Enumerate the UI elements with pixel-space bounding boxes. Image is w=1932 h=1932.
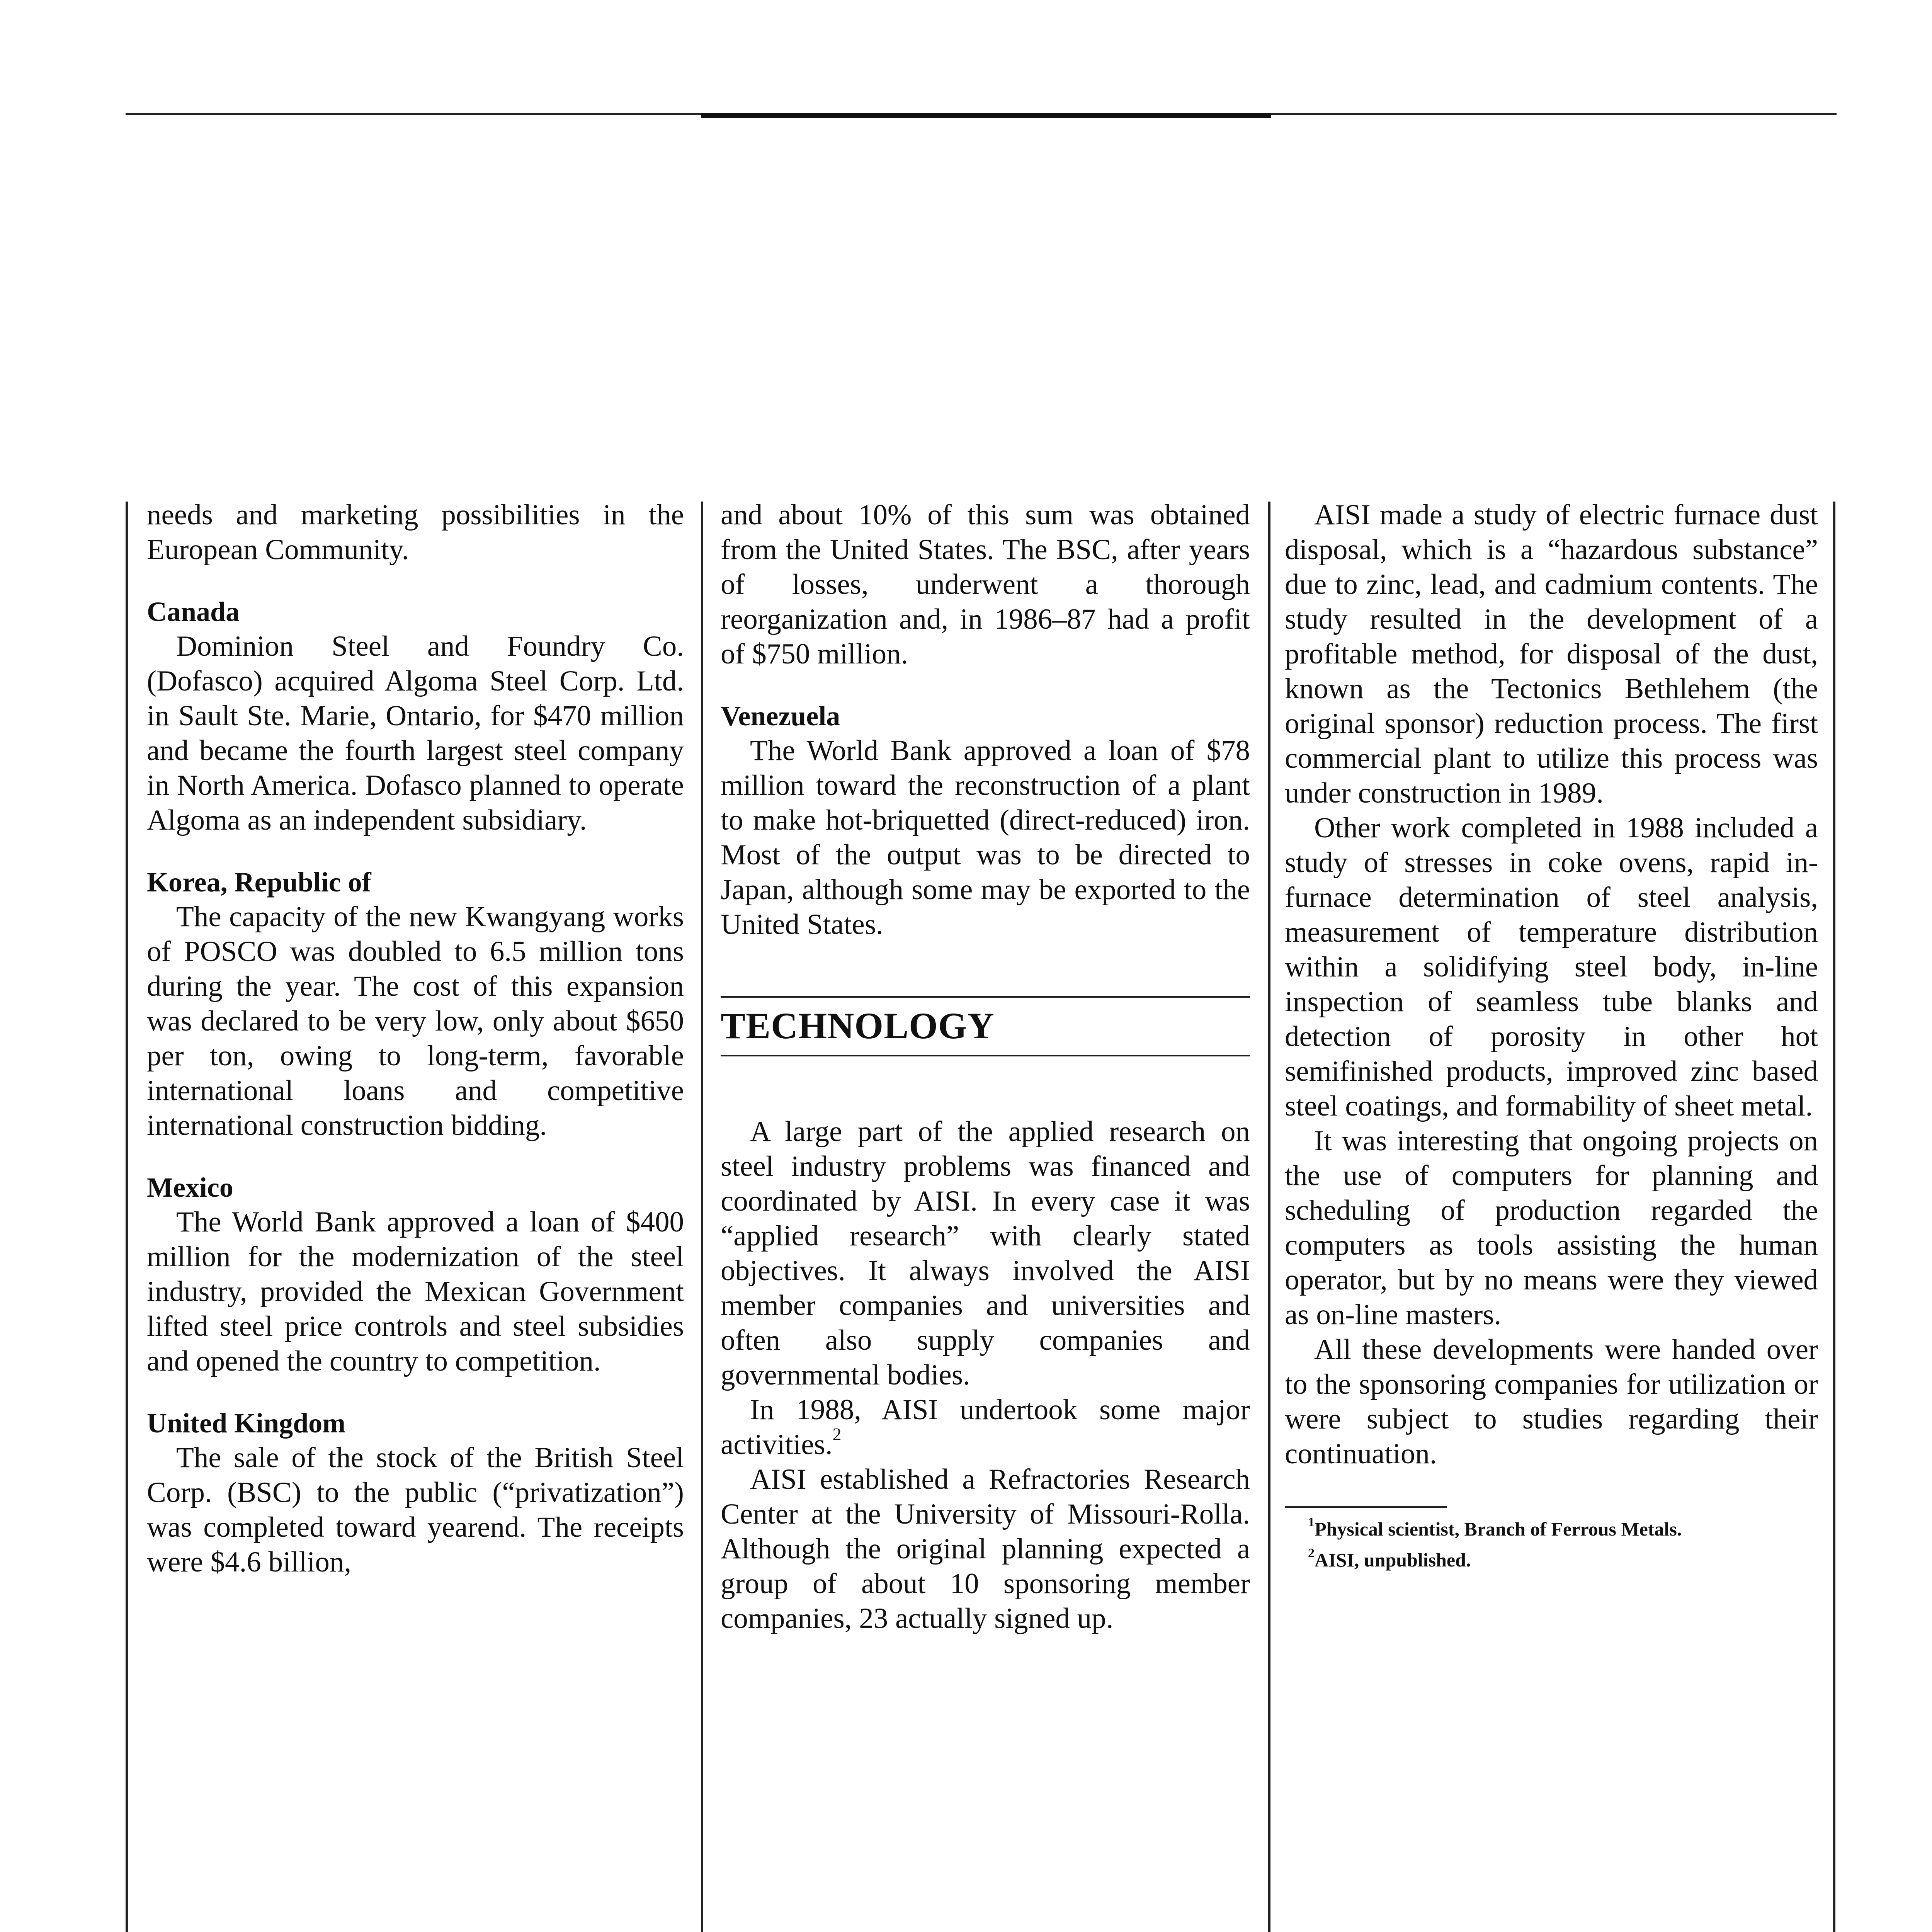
column-3: [1285, 498, 1818, 1573]
footnote-2: [1285, 1546, 1818, 1573]
column-divider-right: [1833, 502, 1835, 1932]
paragraph-col3-4: All these developments were handed over to the sponsoring companies for utilization or were subject to studies regarding their continuation.: [1285, 1333, 1818, 1470]
paragraph-korea: The capacity of the new Kwangyang works of POSCO was doubled to 6.5 million tons during the year. The cost of this expansion was declared to be very low, only about $650 per ton, owing to long-term, favorable international loans and competitive international construction bidding.: [147, 901, 684, 1141]
heading-canada: Canada: [147, 596, 240, 627]
heading-mexico: Mexico: [147, 1172, 233, 1203]
paragraph-canada: Dominion Steel and Foundry Co. (Dofasco) acquired Algoma Steel Corp. Ltd. in Sault Ste. Marie, Ontario, for $470 million and became the fourth largest steel company in North America. Dofasco planned to operate Algoma as an independent subsidiary.: [147, 630, 684, 836]
footnote-rule: [1285, 1506, 1447, 1508]
heading-united-kingdom: United Kingdom: [147, 1408, 346, 1439]
column-divider-left: [126, 502, 128, 1932]
footnote-1: [1285, 1515, 1818, 1543]
heading-venezuela: Venezuela: [721, 701, 840, 731]
column-divider-1: [701, 502, 703, 1932]
footnote-ref-2: 2: [832, 1424, 842, 1444]
paragraph-tech-2-text: In 1988, AISI undertook some major activities.: [721, 1394, 1250, 1461]
footnote-text: AISI, unpublished.: [1315, 1549, 1471, 1571]
footnote-mark: 2: [1308, 1546, 1315, 1561]
paragraph-united-kingdom: The sale of the stock of the British Steel Corp. (BSC) to the public (“privatization”) was completed toward yearend. The receipts were $4.6 billion,: [147, 1442, 684, 1578]
column-divider-2: [1268, 502, 1270, 1932]
paragraph-tech-3: AISI established a Refractories Research Center at the University of Missouri-Rolla. Although the original planning expected a group of about 10 sponsoring member companies, 23 actually signed up.: [721, 1463, 1250, 1634]
top-rule-accent: [701, 113, 1271, 118]
paragraph-tech-1: A large part of the applied research on steel industry problems was financed and coordinated by AISI. In every case it was “applied research” with clearly stated objectives. It always involved the AISI member companies and universities and often also supply companies and governmental bodies.: [721, 1116, 1250, 1391]
paragraph-col3-3: It was interesting that ongoing projects on the use of computers for planning and scheduling of production regarded the computers as tools assisting the human operator, but by no means were they viewed as on-line masters.: [1285, 1125, 1818, 1331]
footnote-mark: 1: [1308, 1515, 1315, 1530]
paragraph-venezuela: The World Bank approved a loan of $78 million toward the reconstruction of a plant to make hot-briquetted (direct-reduced) iron. Most of the output was to be directed to Japan, although some may be exported to the United States.: [721, 735, 1250, 940]
column-1: [147, 498, 684, 1580]
section-heading-technology: [721, 996, 1250, 1056]
section-title: TECHNOLOGY: [721, 1005, 995, 1046]
paragraph-tech-2: [721, 1393, 1250, 1462]
paragraph-intro: needs and marketing possibilities in the European Community.: [147, 499, 684, 566]
footnote-text: Physical scientist, Branch of Ferrous Metals.: [1315, 1518, 1682, 1540]
paragraph-col3-1: AISI made a study of electric furnace dust disposal, which is a “hazardous substance” due to zinc, lead, and cadmium contents. The study resulted in the development of a profitable method, for disposal of the dust, known as the Tectonics Bethlehem (the original sponsor) reduction process. The first commercial plant to utilize this process was under construction in 1989.: [1285, 499, 1818, 809]
paragraph-uk-continued: and about 10% of this sum was obtained from the United States. The BSC, after years of losses, underwent a thorough reorganization and, in 1986–87 had a profit of $750 million.: [721, 499, 1250, 670]
paragraph-mexico: The World Bank approved a loan of $400 million for the modernization of the steel industry, provided the Mexican Government lifted steel price controls and steel subsidies and opened the country to competition.: [147, 1206, 684, 1377]
heading-korea: Korea, Republic of: [147, 867, 371, 898]
column-2: [721, 498, 1250, 1636]
paragraph-col3-2: Other work completed in 1988 included a study of stresses in coke ovens, rapid in-furnace determination of steel analysis, measurement of temperature distribution within a solidifying steel body, in-line inspection of seamless tube blanks and detection of porosity in other hot semifinished products, improved zinc based steel coatings, and formability of sheet metal.: [1285, 812, 1818, 1122]
